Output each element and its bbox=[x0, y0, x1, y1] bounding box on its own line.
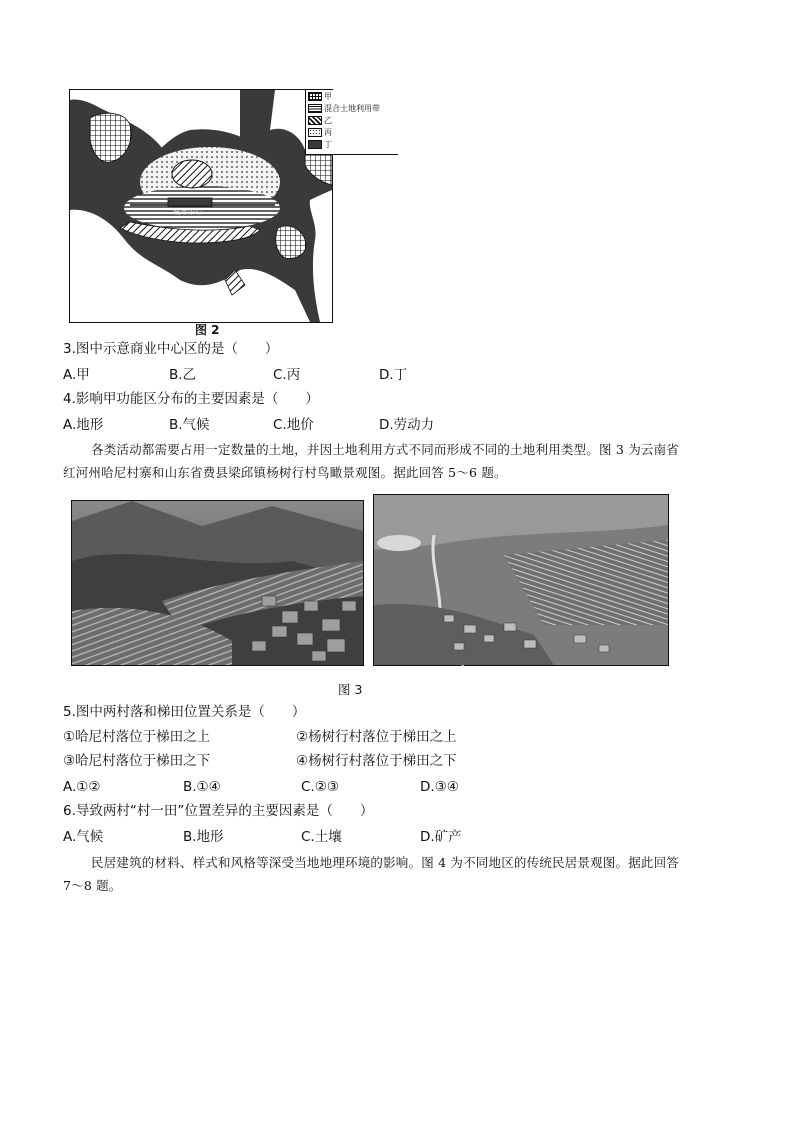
map-legend bbox=[305, 90, 398, 155]
passage-1-line-1: 各类活动都需要占用一定数量的土地，并因土地利用方式不同而形成不同的土地利用类型。图 3 为云南省 bbox=[91, 442, 680, 457]
q5-option-b: B.①④ bbox=[183, 779, 221, 795]
passage-2-line-1: 民居建筑的材料、样式和风格等深受当地地理环境的影响。图 4 为不同地区的传统民居景观图。据此回答 bbox=[91, 855, 680, 870]
photo-yangshuhang-village bbox=[373, 494, 669, 666]
legend-item-ding: 丁 bbox=[308, 140, 332, 150]
legend-item-jia: 甲 bbox=[308, 92, 332, 102]
q4-option-d: D.劳动力 bbox=[379, 417, 435, 433]
dots-swatch-icon bbox=[308, 128, 322, 137]
q6-option-d: D.矿产 bbox=[420, 829, 462, 845]
q3-option-a: A.甲 bbox=[63, 367, 90, 383]
photo-hani-terraces bbox=[71, 500, 364, 666]
area-yi bbox=[172, 160, 212, 188]
legend-item-mixed: 混合土地利用带 bbox=[308, 104, 380, 114]
passage-1-line-2: 红河州哈尼村寨和山东省费县梁邱镇杨树行村鸟瞰景观图。据此回答 5～6 题。 bbox=[63, 465, 507, 480]
diag-swatch-icon bbox=[308, 116, 322, 125]
land-use-map-graphic bbox=[70, 90, 332, 322]
q5-statement-2: ②杨树行村落位于梯田之上 bbox=[296, 729, 457, 745]
hlines-swatch-icon bbox=[308, 104, 322, 113]
q6-option-c: C.土壤 bbox=[301, 829, 342, 845]
map-label: 城市中心 bbox=[173, 208, 203, 216]
q4-option-a: A.地形 bbox=[63, 417, 104, 433]
figure-2-map bbox=[69, 89, 380, 323]
q4-option-c: C.地价 bbox=[273, 417, 314, 433]
dark-swatch-icon bbox=[308, 140, 322, 149]
q4-stem: 4.影响甲功能区分布的主要因素是（ ） bbox=[63, 391, 319, 407]
q5-option-d: D.③④ bbox=[420, 779, 459, 795]
q6-stem: 6.导致两村“村一田”位置差异的主要因素是（ ） bbox=[63, 803, 374, 819]
q5-option-c: C.②③ bbox=[301, 779, 339, 795]
q6-option-b: B.地形 bbox=[183, 829, 224, 845]
figure-3-caption: 图 3 bbox=[338, 682, 363, 697]
legend-item-yi: 乙 bbox=[308, 116, 332, 126]
q5-option-a: A.①② bbox=[63, 779, 101, 795]
q3-option-c: C.丙 bbox=[273, 367, 301, 383]
q3-stem: 3.图中示意商业中心区的是（ ） bbox=[63, 341, 279, 357]
q6-option-a: A.气候 bbox=[63, 829, 104, 845]
q5-stem: 5.图中两村落和梯田位置关系是（ ） bbox=[63, 704, 306, 720]
q5-statement-3: ③哈尼村落位于梯田之下 bbox=[63, 753, 211, 769]
passage-2-line-2: 7～8 题。 bbox=[63, 878, 122, 893]
q5-statement-4: ④杨树行村落位于梯田之下 bbox=[296, 753, 457, 769]
figure-2-caption: 图 2 bbox=[195, 323, 220, 337]
q3-option-b: B.乙 bbox=[169, 367, 197, 383]
q3-option-d: D.丁 bbox=[379, 367, 408, 383]
grid-swatch-icon bbox=[308, 92, 322, 101]
q4-option-b: B.气候 bbox=[169, 417, 210, 433]
legend-item-bing: 丙 bbox=[308, 128, 332, 138]
q5-statement-1: ①哈尼村落位于梯田之上 bbox=[63, 729, 211, 745]
